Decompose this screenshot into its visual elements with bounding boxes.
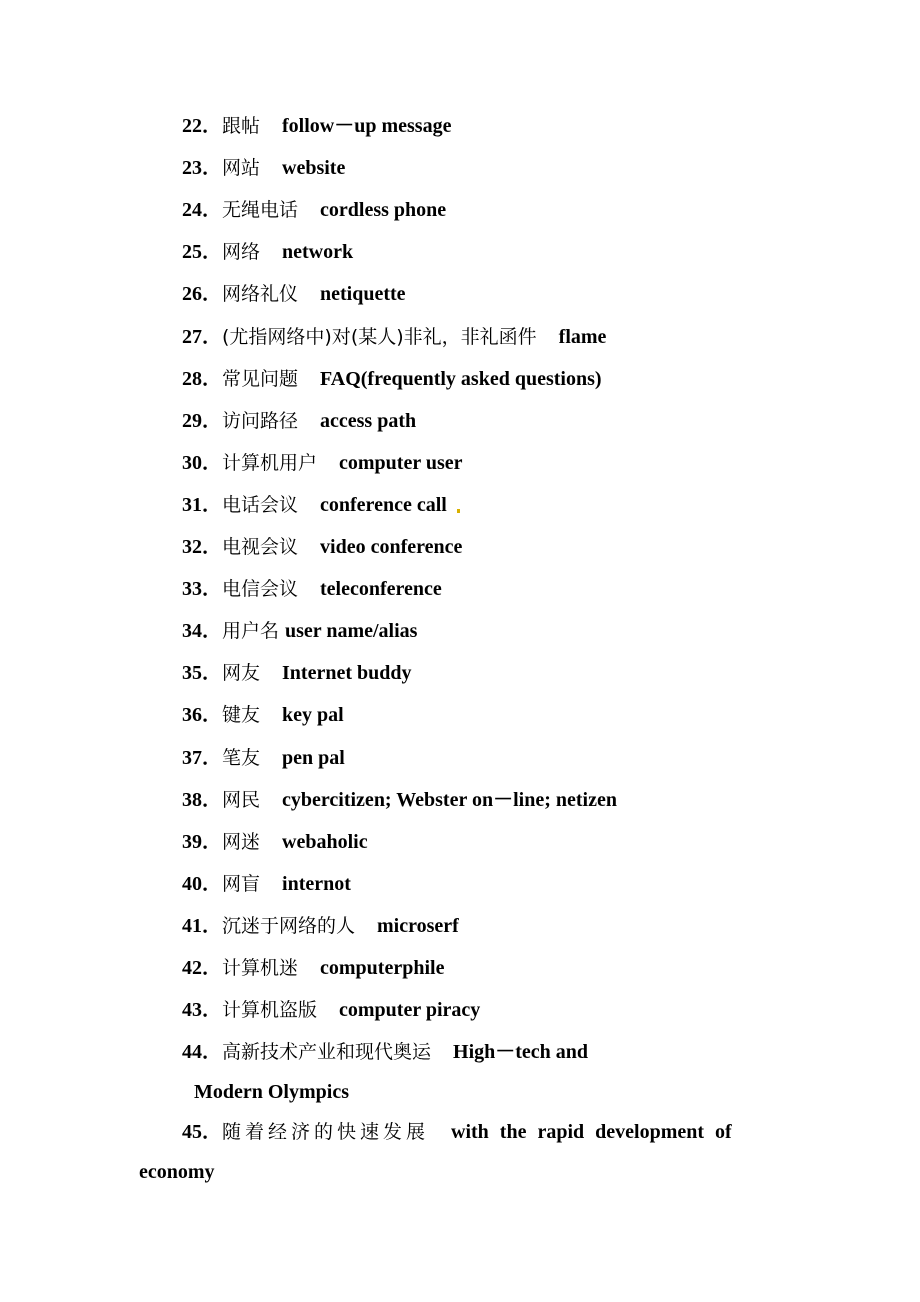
entry-number: 36． <box>182 704 222 727</box>
entry-number: 22． <box>182 115 222 137</box>
entry-english: netiquette <box>320 283 406 306</box>
entry-chinese: 网迷 <box>222 830 261 853</box>
entry-number: 34． <box>182 620 222 643</box>
entry-44-continuation: Modern Olympics <box>194 1081 349 1103</box>
entry-37 <box>182 745 345 771</box>
entry-english: FAQ(frequently asked questions) <box>320 367 602 390</box>
entry-english: key pal <box>282 704 344 727</box>
entry-english: Internet buddy <box>282 662 412 685</box>
entry-number: 44． <box>182 1041 222 1064</box>
entry-chinese: 网友 <box>222 662 261 685</box>
entry-english: follow－up message <box>282 115 452 137</box>
entry-english: cordless phone <box>320 199 447 222</box>
entry-26 <box>182 281 406 307</box>
entry-chinese: 随着经济的快速发展 <box>222 1121 430 1143</box>
entry-number: 40． <box>182 872 222 895</box>
entry-english: network <box>282 241 354 264</box>
entry-chinese: 常见问题 <box>222 367 299 390</box>
entry-english: with the rapid development of <box>451 1121 732 1143</box>
entry-chinese: 电视会议 <box>222 536 299 558</box>
entry-english: High－tech and <box>453 1041 589 1064</box>
entry-28 <box>182 366 602 392</box>
entry-english: video conference <box>320 536 463 558</box>
entry-chinese: 网民 <box>222 788 261 811</box>
entry-39 <box>182 829 368 855</box>
entry-english: pen pal <box>282 746 345 769</box>
entry-number: 38． <box>182 788 222 811</box>
entry-35 <box>182 660 412 686</box>
entry-number: 23． <box>182 157 222 180</box>
entry-25 <box>182 239 353 265</box>
entry-chinese: 无绳电话 <box>222 199 299 222</box>
entry-36 <box>182 702 344 728</box>
entry-number: 25． <box>182 241 222 264</box>
entry-english: webaholic <box>282 830 368 853</box>
entry-chinese: 网盲 <box>222 872 261 895</box>
entry-english: website <box>282 157 346 180</box>
entry-number: 37． <box>182 746 222 769</box>
entry-number: 24． <box>182 199 222 222</box>
entry-27 <box>182 324 606 350</box>
entry-chinese: 网站 <box>222 157 261 180</box>
entry-english: microserf <box>377 914 459 937</box>
entry-chinese: (尤指网络中)对(某人)非礼，非礼函件 <box>222 325 537 348</box>
entry-number: 26． <box>182 283 222 306</box>
entry-english: access path <box>320 409 417 432</box>
entry-number: 32． <box>182 536 222 558</box>
entry-number: 27． <box>182 325 222 348</box>
entry-41 <box>182 913 459 939</box>
entry-chinese: 网络 <box>222 241 261 264</box>
entry-chinese: 键友 <box>222 704 261 727</box>
entry-number: 33． <box>182 578 222 601</box>
entry-number: 29． <box>182 409 222 432</box>
entry-chinese: 高新技术产业和现代奥运 <box>222 1041 432 1064</box>
entry-29 <box>182 408 416 434</box>
entry-number: 35． <box>182 662 222 685</box>
entry-english: flame <box>558 325 607 348</box>
entry-34 <box>182 618 417 644</box>
entry-number: 28． <box>182 367 222 390</box>
entry-chinese: 网络礼仪 <box>222 283 299 306</box>
entry-number: 42． <box>182 957 222 979</box>
entry-45-continuation: economy <box>139 1161 215 1183</box>
entry-chinese: 用户名 <box>222 620 280 643</box>
entry-40 <box>182 871 351 897</box>
entry-32 <box>182 534 462 560</box>
entry-45 <box>182 1119 732 1145</box>
entry-24 <box>182 197 446 223</box>
entry-chinese: 跟帖 <box>222 115 261 137</box>
entry-31 <box>182 492 460 518</box>
entry-23 <box>182 155 345 181</box>
entry-english: computer piracy <box>339 999 481 1022</box>
entry-42 <box>182 955 444 981</box>
entry-chinese: 计算机盗版 <box>222 999 318 1022</box>
entry-chinese: 电信会议 <box>222 578 299 601</box>
entry-chinese: 计算机迷 <box>222 957 299 979</box>
entry-english: cybercitizen; Webster on－line; netizen <box>282 788 617 811</box>
entry-number: 30． <box>182 451 222 474</box>
entry-number: 39． <box>182 830 222 853</box>
entry-number: 31． <box>182 493 222 516</box>
entry-chinese: 笔友 <box>222 746 261 769</box>
entry-english: user name/alias <box>285 620 418 643</box>
entry-number: 43． <box>182 999 222 1022</box>
entry-44 <box>182 1039 588 1065</box>
entry-chinese: 访问路径 <box>222 409 299 432</box>
entry-english: computer user <box>339 451 463 474</box>
entry-chinese: 电话会议 <box>222 493 299 516</box>
entry-33 <box>182 576 442 602</box>
entry-english: conference call <box>320 493 447 516</box>
entry-english: internot <box>282 872 351 895</box>
entry-chinese: 沉迷于网络的人 <box>222 914 356 937</box>
entry-43 <box>182 997 480 1023</box>
entry-chinese: 计算机用户 <box>222 451 318 474</box>
entry-english: computerphile <box>320 957 445 979</box>
entry-number: 41． <box>182 914 222 937</box>
stray-mark-icon <box>457 509 460 513</box>
entry-22 <box>182 113 451 139</box>
entry-38 <box>182 787 617 813</box>
entry-english: teleconference <box>320 578 442 601</box>
entry-30 <box>182 450 463 476</box>
entry-number: 45． <box>182 1121 222 1143</box>
